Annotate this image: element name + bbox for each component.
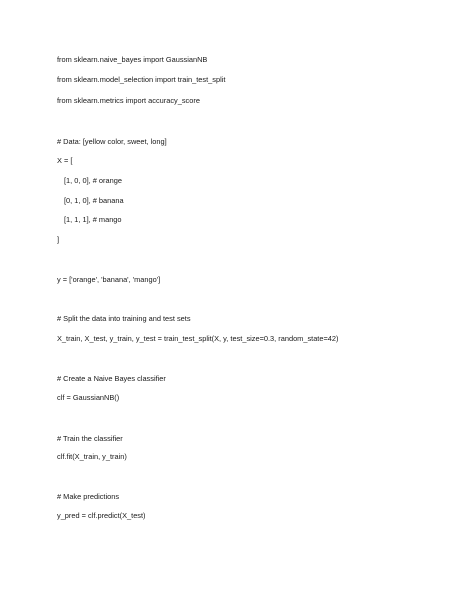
- code-line-x-row-mango: [1, 1, 1], # mango: [64, 215, 122, 224]
- code-line-import-accuracy-score: from sklearn.metrics import accuracy_score: [57, 96, 200, 105]
- code-line-x-row-banana: [0, 1, 0], # banana: [64, 196, 124, 205]
- code-comment-data: # Data: [yellow color, sweet, long]: [57, 137, 167, 146]
- code-line-train-test-split: X_train, X_test, y_train, y_test = train_test_split(X, y, test_size=0.3, random_state=42): [57, 334, 339, 343]
- code-line-y-pred: y_pred = clf.predict(X_test): [57, 511, 146, 520]
- code-line-import-train-test-split: from sklearn.model_selection import train_test_split: [57, 75, 226, 84]
- code-line-x-row-orange: [1, 0, 0], # orange: [64, 176, 122, 185]
- code-line-x-open: X = [: [57, 156, 73, 165]
- code-line-clf-fit: clf.fit(X_train, y_train): [57, 452, 127, 461]
- code-line-x-close: ]: [57, 235, 60, 244]
- code-line-clf-init: clf = GaussianNB(): [57, 393, 120, 402]
- code-line-import-gaussiannb: from sklearn.naive_bayes import GaussianNB: [57, 55, 208, 64]
- code-comment-create-classifier: # Create a Naive Bayes classifier: [57, 374, 166, 383]
- code-comment-predict: # Make predictions: [57, 492, 120, 501]
- code-line-y-labels: y = ['orange', 'banana', 'mango']: [57, 275, 161, 284]
- code-comment-split: # Split the data into training and test sets: [57, 314, 191, 323]
- code-comment-train: # Train the classifier: [57, 434, 123, 443]
